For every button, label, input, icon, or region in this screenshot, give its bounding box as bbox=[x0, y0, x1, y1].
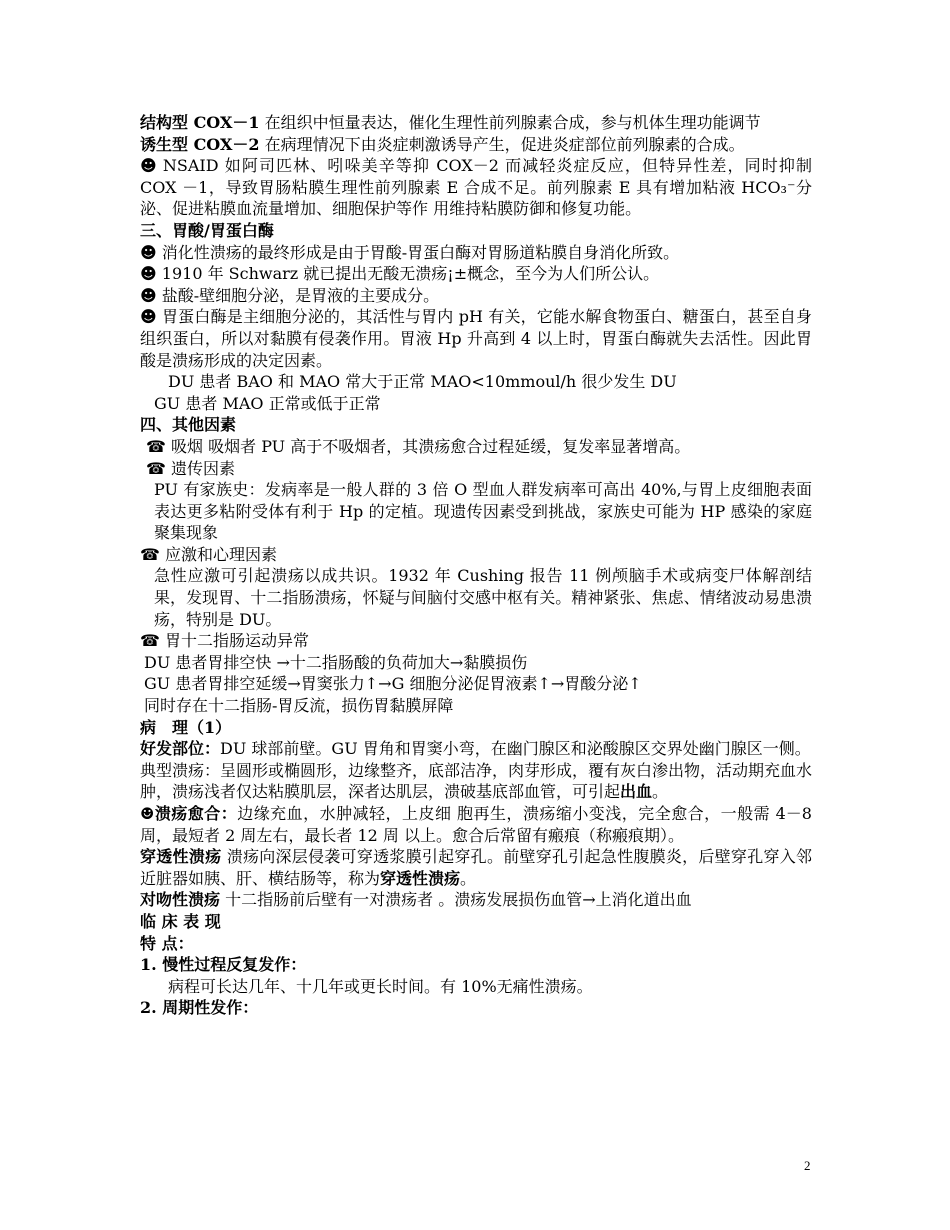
subheading-features: 特 点： bbox=[140, 933, 194, 953]
bullet-item: ☻ 1910 年 Schwarz 就已提出无酸无溃疡¡±概念，至今为人们所公认。 bbox=[140, 264, 660, 284]
motility-line: GU 患者胃排空延缓→胃窦张力↑→G 细胞分泌促胃液素↑→胃酸分泌↑ bbox=[144, 674, 642, 694]
paragraph-penetrating: 穿透性溃疡 溃疡向深层侵袭可穿透浆膜引起穿孔。前壁穿孔引起急性腹膜炎，后壁穿孔穿入邻近脏器如胰、肝、横结肠等，称为穿透性溃疡。 bbox=[140, 847, 812, 888]
paragraph-kissing: 对吻性溃疡 十二指肠前后壁有一对溃疡者 。溃疡发展损伤血管→上消化道出血 bbox=[140, 890, 692, 910]
du-line: DU 患者 BAO 和 MAO 常大于正常 MAO<10mmoul/h 很少发生 DU bbox=[168, 372, 677, 392]
subheading-chronic: 1. 慢性过程反复发作： bbox=[140, 955, 307, 975]
paragraph-healing: ☻溃疡愈合：边缘充血，水肿减轻，上皮细 胞再生，溃疡缩小变浅，完全愈合，一般需 4－8 周，最短者 2 周左右，最长者 12 周 以上。愈合后常留有瘢痕（称瘢痕期）。 bbox=[140, 804, 812, 845]
paragraph-genetics: PU 有家族史：发病率是一般人群的 3 倍 O 型血人群发病率可高出 40%,与胃上皮细胞表面表达更多粘附受体有利于 Hp 的定植。现遗传因素受到挑战，家族史可能为 HP 感染的家庭聚集现象 bbox=[154, 480, 812, 543]
phone-icon: ☎ bbox=[146, 458, 166, 478]
section-heading-clinical: 临 床 表 现 bbox=[140, 911, 221, 931]
phone-item: ☎ 遗传因素 bbox=[146, 458, 236, 478]
motility-line: DU 患者胃排空快 →十二指肠酸的负荷加大→黏膜损伤 bbox=[144, 652, 528, 672]
phone-item: ☎ 胃十二指肠运动异常 bbox=[140, 631, 310, 651]
paragraph-chronic: 病程可长达几年、十几年或更长时间。有 10%无痛性溃疡。 bbox=[168, 976, 593, 996]
phone-item: ☎ 应激和心理因素 bbox=[140, 544, 278, 564]
subheading-periodic: 2. 周期性发作： bbox=[140, 998, 259, 1018]
phone-icon: ☎ bbox=[140, 544, 160, 564]
section-heading-3: 三、胃酸/胃蛋白酶 bbox=[140, 220, 274, 240]
paragraph-cox1: 结构型 COX－1 在组织中恒量表达，催化生理性前列腺素合成，参与机体生理功能调节 bbox=[140, 113, 761, 132]
smiley-bullet-icon: ☻ bbox=[140, 242, 157, 262]
smiley-bullet-icon: ☻ bbox=[140, 156, 157, 176]
smiley-bullet-icon: ☻ bbox=[140, 264, 157, 284]
term-cox2: 诱生型 COX－2 bbox=[140, 134, 260, 154]
phone-icon: ☎ bbox=[146, 436, 166, 456]
paragraph-site: 好发部位：DU 球部前壁。GU 胃角和胃窦小弯，在幽门腺区和泌酸腺区交界处幽门腺区一侧。 bbox=[140, 739, 811, 759]
paragraph-typical: 典型溃疡：呈圆形或椭圆形，边缘整齐，底部洁净，肉芽形成，覆有灰白渗出物，活动期充血水肿，溃疡浅者仅达粘膜肌层，深者达肌层，溃破基底部血管，可引起出血。 bbox=[140, 760, 813, 802]
document-body bbox=[140, 112, 812, 1019]
phone-item: ☎ 吸烟 吸烟者 PU 高于不吸烟者，其溃疡愈合过程延缓，复发率显著增高。 bbox=[146, 436, 691, 456]
paragraph-nsaid: ☻ NSAID 如阿司匹林、吲哚美辛等抑 COX－2 而减轻炎症反应，但特异性差，同时抑制 COX －1，导致胃肠粘膜生理性前列腺素 E 合成不足。前列腺素 E 具有增加粘液 HCO₃⁻分泌、促进粘膜血流量增加、细胞保护等作 用维持粘膜防御和修复功能。 bbox=[140, 156, 812, 219]
smiley-bullet-icon: ☻ bbox=[140, 285, 157, 305]
section-heading-pathology: 病 理（1） bbox=[140, 717, 232, 737]
smiley-bullet-icon: ☻ bbox=[140, 307, 157, 327]
gu-line: GU 患者 MAO 正常或低于正常 bbox=[154, 393, 381, 413]
bullet-item: ☻ 盐酸-壁细胞分泌，是胃液的主要成分。 bbox=[140, 285, 440, 305]
bullet-item: ☻ 消化性溃疡的最终形成是由于胃酸-胃蛋白酶对胃肠道粘膜自身消化所致。 bbox=[140, 242, 680, 262]
phone-icon: ☎ bbox=[140, 631, 160, 651]
bullet-item: ☻ 胃蛋白酶是主细胞分泌的，其活性与胃内 pH 有关，它能水解食物蛋白、糖蛋白，甚至自身组织蛋白，所以对黏膜有侵袭作用。胃液 Hp 升高到 4 以上时，胃蛋白酶就失去活性。因此胃酸是溃疡形成的决定因素。 bbox=[140, 307, 812, 370]
section-heading-4: 四、其他因素 bbox=[140, 415, 237, 435]
motility-line: 同时存在十二指肠-胃反流，损伤胃黏膜屏障 bbox=[144, 696, 454, 716]
page-number: 2 bbox=[804, 1158, 811, 1173]
paragraph-stress: 急性应激可引起溃疡以成共识。1932 年 Cushing 报告 11 例颅脑手术或病变尸体解剖结果，发现胃、十二指肠溃疡，怀疑与间脑付交感中枢有关。精神紧张、焦虑、情绪波动易患溃疡，特别是 DU。 bbox=[154, 566, 812, 629]
paragraph-cox2: 诱生型 COX－2 在病理情况下由炎症刺激诱导产生，促进炎症部位前列腺素的合成。 bbox=[140, 134, 745, 154]
term-cox1: 结构型 COX－1 bbox=[140, 113, 260, 132]
